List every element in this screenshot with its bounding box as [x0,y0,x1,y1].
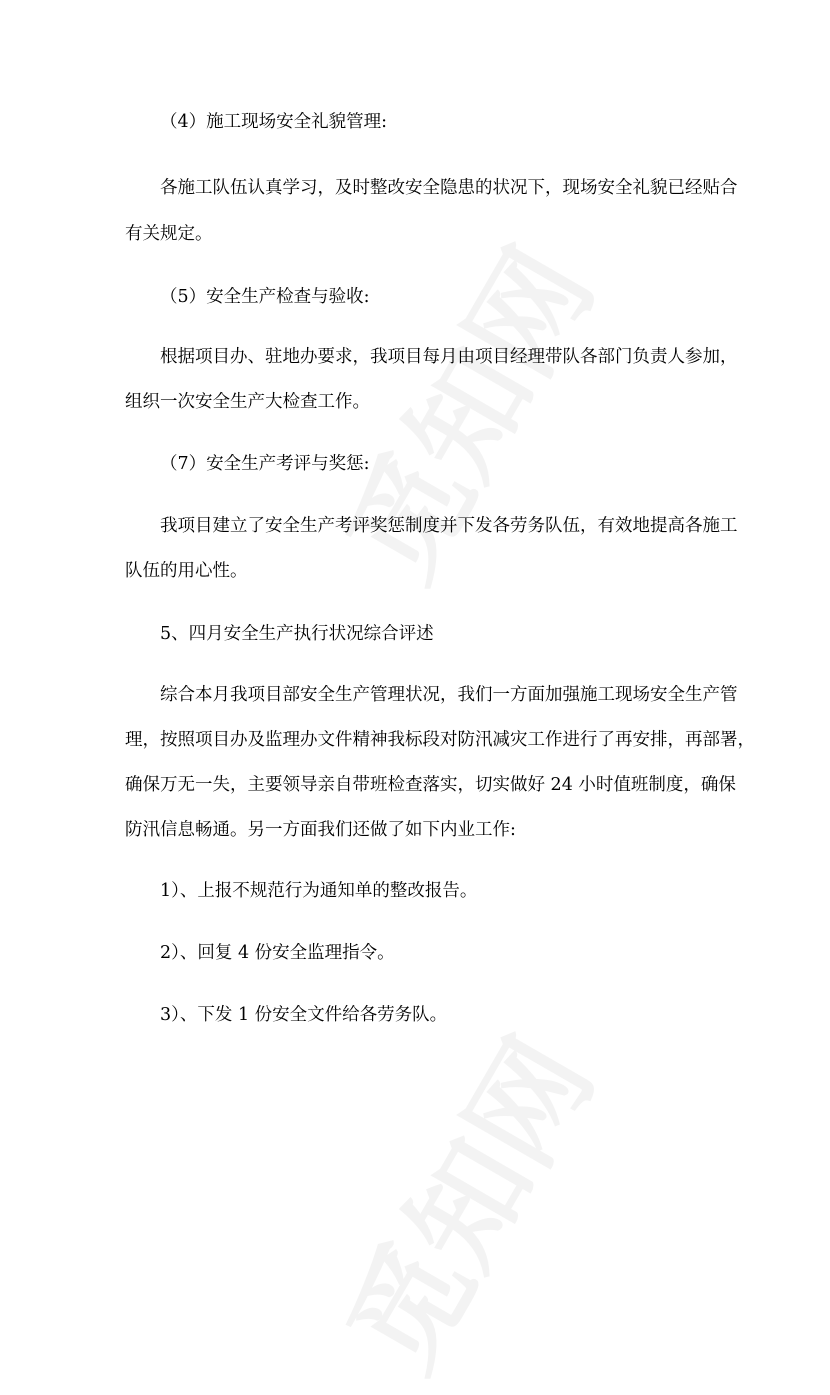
paragraph-line: 确保万无一失，主要领导亲自带班检查落实，切实做好 24 小时值班制度，确保 [125,775,736,795]
list-item: 2）、回复 4 份安全监理指令。 [160,943,395,963]
paragraph-line: 综合本月我项目部安全生产管理状况，我们一方面加强施工现场安全生产管 [160,685,738,705]
watermark [300,1003,624,1395]
paragraph-line: 根据项目办、驻地办要求，我项目每月由项目经理带队各部门负责人参加， [160,347,738,367]
paragraph-line: 防汛信息畅通。另一方面我们还做了如下内业工作: [125,820,516,840]
paragraph-line: 队伍的用心性。 [125,561,248,581]
paragraph-line: 各施工队伍认真学习，及时整改安全隐患的状况下，现场安全礼貌已经贴合 [160,178,738,198]
section-heading: 5、四月安全生产执行状况综合评述 [160,624,434,644]
subheading-inspection: （5）安全生产检查与验收: [160,287,370,307]
subheading-evaluation: （7）安全生产考评与奖惩: [160,454,370,474]
subheading-safety-civility: （4）施工现场安全礼貌管理: [160,112,388,132]
paragraph-line: 有关规定。 [125,224,213,244]
list-item: 1）、上报不规范行为通知单的整改报告。 [160,881,478,901]
paragraph-line: 组织一次安全生产大检查工作。 [125,392,370,412]
list-item: 3）、下发 1 份安全文件给各劳务队。 [160,1005,448,1025]
paragraph-line: 我项目建立了安全生产考评奖惩制度并下发各劳务队伍，有效地提高各施工 [160,516,738,536]
paragraph-line: 理，按照项目办及监理办文件精神我标段对防汛减灾工作进行了再安排，再部署， [125,730,755,750]
